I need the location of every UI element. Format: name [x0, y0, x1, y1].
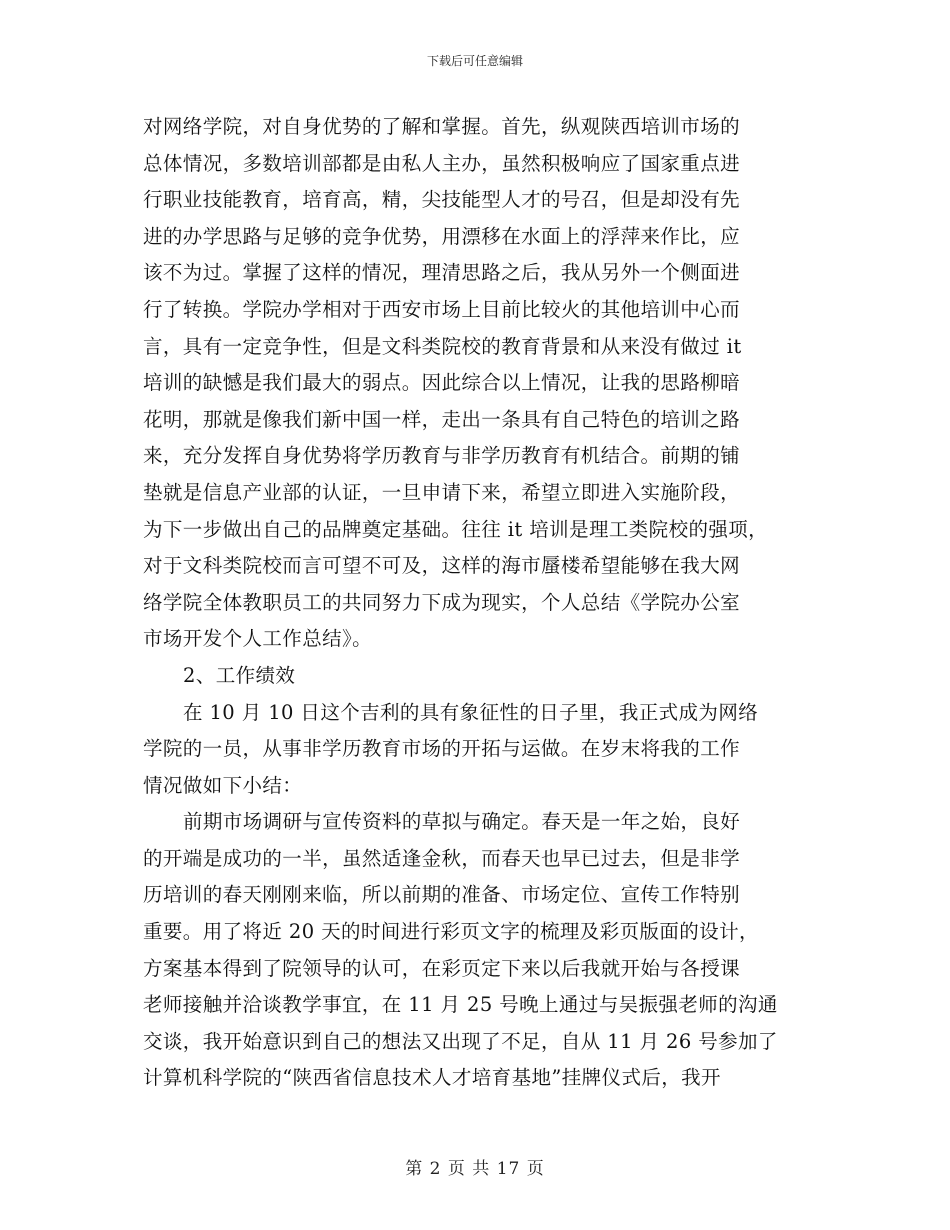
text-line: 前期市场调研与宣传资料的草拟与确定。春天是一年之始，良好: [183, 810, 741, 834]
text-line: 该不为过。掌握了这样的情况，理清思路之后，我从另外一个侧面进: [143, 261, 741, 285]
text-line: 络学院全体教职员工的共同努力下成为现实，个人总结《学院办公室: [143, 590, 741, 614]
text-line: 情况做如下小结：: [143, 773, 303, 797]
text-line: 行职业技能教育，培育高，精，尖技能型人才的号召，但是却没有先: [143, 188, 741, 212]
text-line: 花明，那就是像我们新中国一样，走出一条具有自己特色的培训之路: [143, 407, 741, 431]
text-line: 行了转换。学院办学相对于西安市场上目前比较火的其他培训中心而: [143, 297, 741, 321]
text-line: 来，充分发挥自身优势将学历教育与非学历教育有机结合。前期的铺: [143, 444, 741, 468]
text-line: 历培训的春天刚刚来临，所以前期的准备、市场定位、宣传工作特别: [143, 883, 741, 907]
document-body: [143, 109, 811, 1097]
text-line: 对网络学院，对自身优势的了解和掌握。首先，纵观陕西培训市场的: [143, 115, 741, 138]
text-line: 老师接触并洽谈教学事宜，在 11 月 25 号晚上通过与吴振强老师的沟通: [143, 993, 778, 1017]
text-line: 市场开发个人工作总结》。: [143, 627, 373, 651]
text-line: 方案基本得到了院领导的认可，在彩页定下来以后我就开始与各授课: [143, 956, 741, 980]
text-line: 的开端是成功的一半，虽然适逢金秋，而春天也早已过去，但是非学: [143, 846, 741, 870]
text-line: 培训的缺憾是我们最大的弱点。因此综合以上情况，让我的思路柳暗: [143, 371, 741, 395]
text-line: 重要。用了将近 20 天的时间进行彩页文字的梳理及彩页版面的设计，: [143, 920, 759, 944]
text-line: 学院的一员，从事非学历教育市场的开拓与运做。在岁末将我的工作: [143, 737, 741, 761]
text-line: 总体情况，多数培训部都是由私人主办，虽然积极响应了国家重点进: [143, 151, 741, 175]
page-footer: 第 2 页 共 17 页: [405, 1159, 545, 1179]
text-line: 在 10 月 10 日这个吉利的具有象征性的日子里，我正式成为网络: [183, 700, 759, 724]
text-line: 进的办学思路与足够的竞争优势，用漂移在水面上的浮萍来作比，应: [143, 224, 741, 248]
text-line: 言，具有一定竞争性，但是文科类院校的教育背景和从来没有做过 it: [143, 334, 742, 358]
text-line: 交谈，我开始意识到自己的想法又出现了不足，自从 11 月 26 号参加了: [143, 1029, 778, 1053]
text-line: 为下一步做出自己的品牌奠定基础。往往 it 培训是理工类院校的强项，: [143, 517, 769, 541]
text-line: 2、工作绩效: [183, 663, 296, 687]
text-line: 垫就是信息产业部的认证，一旦申请下来，希望立即进入实施阶段，: [143, 480, 741, 504]
text-line: 计算机科学院的“陕西省信息技术人才培育基地”挂牌仪式后，我开: [143, 1066, 721, 1090]
page-header: 下载后可任意编辑: [426, 54, 523, 68]
text-line: 对于文科类院校而言可望不可及，这样的海市蜃楼希望能够在我大网: [143, 554, 741, 578]
